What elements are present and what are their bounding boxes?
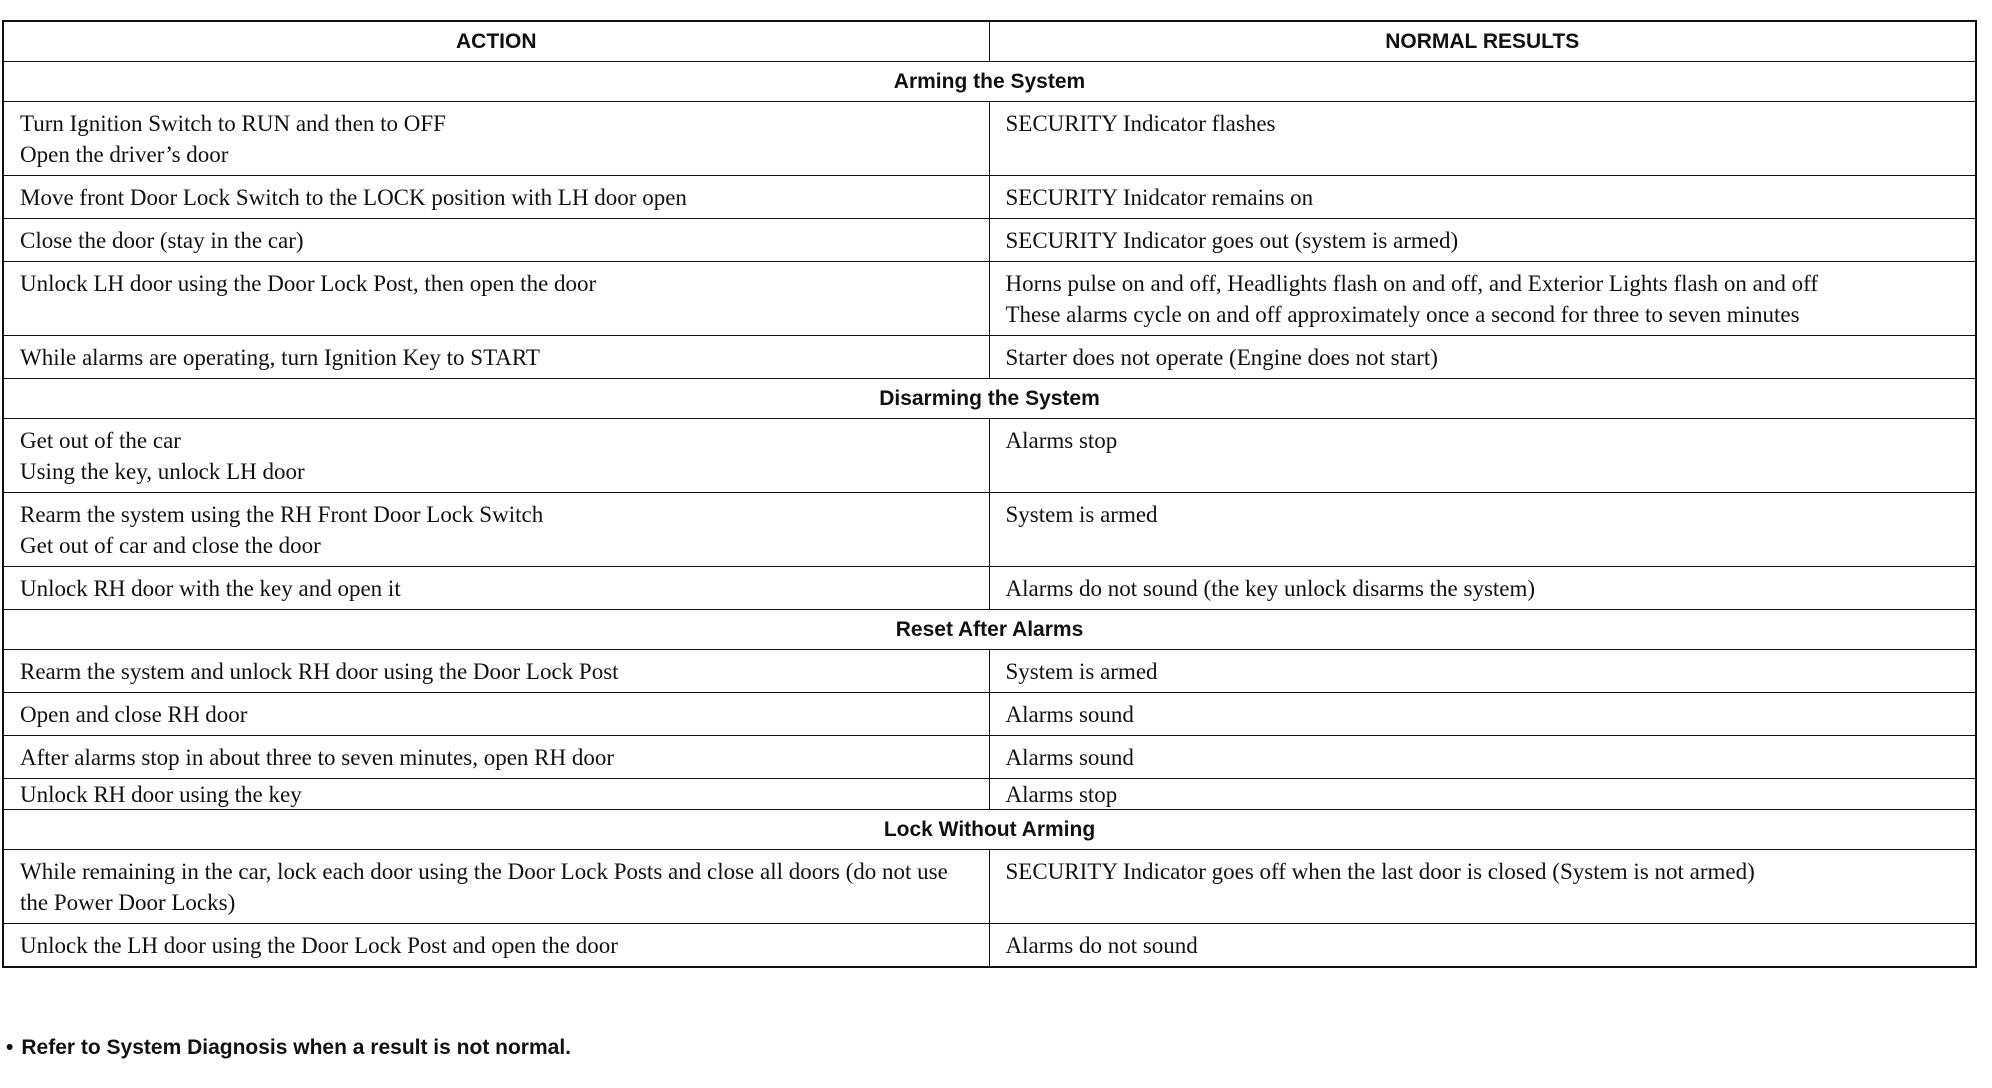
section-row xyxy=(3,379,1976,419)
table-row xyxy=(3,567,1976,610)
section-row xyxy=(3,810,1976,850)
result-cell xyxy=(989,419,1976,493)
footnote-text: Refer to System Diagnosis when a result is not normal. xyxy=(21,1036,571,1059)
result-cell xyxy=(989,850,1976,924)
action-text: Unlock RH door using the key xyxy=(20,782,302,807)
action-cell xyxy=(3,493,989,567)
result-text: Alarms stop xyxy=(1005,428,1118,453)
procedure-table xyxy=(2,20,1977,968)
result-text: Starter does not operate (Engine does not start) xyxy=(1005,345,1438,370)
action-text: Rearm the system and unlock RH door using the Door Lock Post xyxy=(20,659,619,684)
table-row xyxy=(3,262,1976,336)
result-cell xyxy=(989,336,1976,379)
table-row xyxy=(3,336,1976,379)
action-text: Open and close RH door xyxy=(20,702,248,727)
table-row xyxy=(3,850,1976,924)
action-text: Unlock the LH door using the Door Lock Post and open the door xyxy=(20,933,618,958)
action-cell xyxy=(3,262,989,336)
action-text: Unlock RH door with the key and open it xyxy=(20,576,401,601)
footnote-bullet: • xyxy=(6,1036,14,1059)
result-text: SECURITY Indicator goes off when the last door is closed (System is not armed) xyxy=(1005,859,1755,884)
table-row xyxy=(3,419,1976,493)
result-cell xyxy=(989,693,1976,736)
result-cell xyxy=(989,567,1976,610)
result-cell xyxy=(989,102,1976,176)
action-cell xyxy=(3,736,989,779)
result-text: Alarms sound xyxy=(1005,702,1134,727)
table-row xyxy=(3,779,1976,810)
table-row xyxy=(3,650,1976,693)
action-text: Unlock LH door using the Door Lock Post, then open the door xyxy=(20,271,597,296)
result-cell xyxy=(989,176,1976,219)
table-row xyxy=(3,102,1976,176)
action-cell xyxy=(3,924,989,968)
result-cell xyxy=(989,779,1976,810)
footnote xyxy=(6,1036,571,1060)
table-row xyxy=(3,693,1976,736)
action-text: Close the door (stay in the car) xyxy=(20,228,304,253)
result-text: SECURITY Inidcator remains on xyxy=(1005,185,1314,210)
result-cell xyxy=(989,493,1976,567)
action-cell xyxy=(3,693,989,736)
action-text: Move front Door Lock Switch to the LOCK position with LH door open xyxy=(20,185,687,210)
result-text: SECURITY Indicator goes out (system is armed) xyxy=(1005,228,1459,253)
section-row xyxy=(3,62,1976,102)
table-row xyxy=(3,924,1976,968)
result-cell xyxy=(989,736,1976,779)
table-body xyxy=(3,62,1976,968)
section-title: Reset After Alarms xyxy=(3,610,1976,650)
result-text: These alarms cycle on and off approximately once a second for three to seven minutes xyxy=(1005,302,1800,327)
table-row xyxy=(3,493,1976,567)
action-text: While remaining in the car, lock each door using the Door Lock Posts and close all doors (do not use the Power Door Locks) xyxy=(20,859,948,915)
action-text: Rearm the system using the RH Front Door Lock Switch xyxy=(20,502,544,527)
section-title: Arming the System xyxy=(3,62,1976,102)
result-text: System is armed xyxy=(1005,502,1158,527)
section-title: Disarming the System xyxy=(3,379,1976,419)
action-text: Using the key, unlock LH door xyxy=(20,459,305,484)
action-text: Open the driver’s door xyxy=(20,142,229,167)
action-text: Get out of the car xyxy=(20,428,181,453)
action-text: After alarms stop in about three to seven minutes, open RH door xyxy=(20,745,615,770)
header-action: ACTION xyxy=(3,21,989,62)
table-row xyxy=(3,219,1976,262)
result-text: Alarms do not sound (the key unlock disarms the system) xyxy=(1005,576,1536,601)
result-cell xyxy=(989,924,1976,968)
action-cell xyxy=(3,779,989,810)
result-cell xyxy=(989,219,1976,262)
result-cell xyxy=(989,650,1976,693)
action-cell xyxy=(3,176,989,219)
action-cell xyxy=(3,850,989,924)
header-row xyxy=(3,21,1976,62)
action-cell xyxy=(3,419,989,493)
action-text: While alarms are operating, turn Ignition Key to START xyxy=(20,345,540,370)
section-title: Lock Without Arming xyxy=(3,810,1976,850)
result-text: SECURITY Indicator flashes xyxy=(1005,111,1276,136)
table-row xyxy=(3,176,1976,219)
result-text: System is armed xyxy=(1005,659,1158,684)
header-normal-results: NORMAL RESULTS xyxy=(989,21,1976,62)
action-cell xyxy=(3,336,989,379)
result-text: Alarms stop xyxy=(1005,782,1118,807)
action-cell xyxy=(3,650,989,693)
action-cell xyxy=(3,219,989,262)
action-cell xyxy=(3,567,989,610)
result-text: Horns pulse on and off, Headlights flash on and off, and Exterior Lights flash on and off xyxy=(1005,271,1819,296)
action-text: Turn Ignition Switch to RUN and then to OFF xyxy=(20,111,446,136)
action-text: Get out of car and close the door xyxy=(20,533,321,558)
section-row xyxy=(3,610,1976,650)
action-cell xyxy=(3,102,989,176)
table-row xyxy=(3,736,1976,779)
result-text: Alarms do not sound xyxy=(1005,933,1198,958)
result-cell xyxy=(989,262,1976,336)
result-text: Alarms sound xyxy=(1005,745,1134,770)
